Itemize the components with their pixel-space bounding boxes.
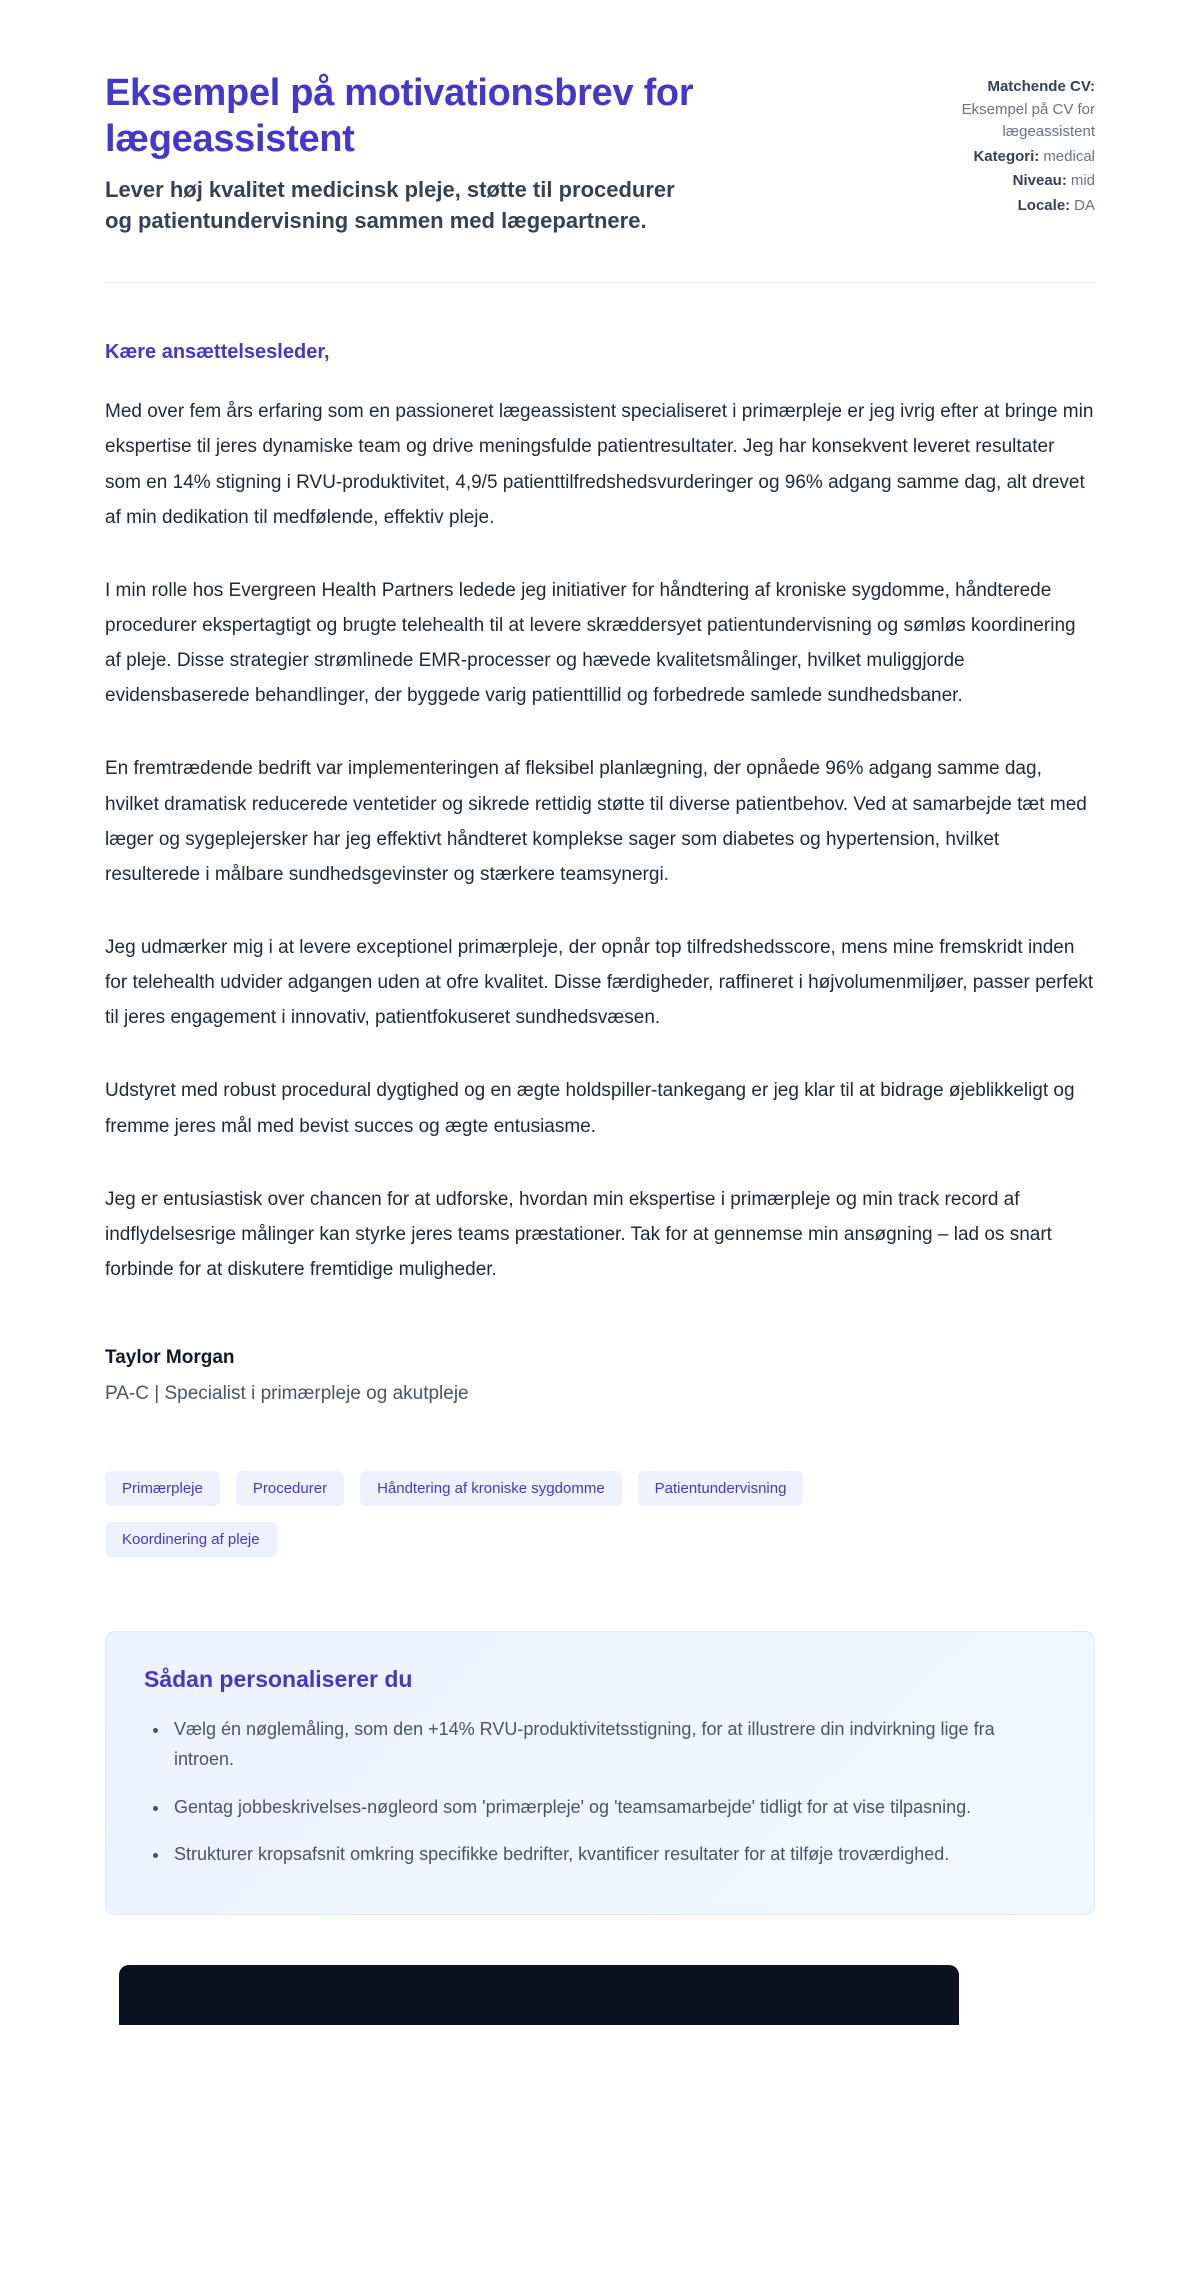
meta-locale-value: DA xyxy=(1074,196,1095,214)
letter-paragraph: Jeg er entusiastisk over chancen for at udforske, hvordan min ekspertise i primærpleje og min track record af indflydelsesrige målinger kan styrke jeres teams præstationer. Tak for at gennemse min ansøgning – lad os snart forbinde for at diskutere fremtidige muligheder. xyxy=(105,1188,1052,1280)
salutation: Kære ansættelsesleder, xyxy=(105,341,330,364)
meta-level xyxy=(880,170,1095,193)
page-subtitle: Lever høj kvalitet medicinsk pleje, støtte til procedurer og patientundervisning sammen med lægepartnere. xyxy=(105,176,675,233)
meta-locale xyxy=(880,195,1095,218)
meta-matching-cv-value: Eksempel på CV for lægeassistent xyxy=(961,100,1095,140)
callout-item-text: Gentag jobbeskrivelses-nøgleord som 'primærpleje' og 'teamsamarbejde' tidligt for at vise tilpasning. xyxy=(174,1796,972,1817)
cover-letter-body xyxy=(105,341,1095,1405)
signature-name: Taylor Morgan xyxy=(105,1347,235,1369)
content-container xyxy=(105,0,1095,2025)
meta-matching-cv-label: Matchende CV: xyxy=(987,78,1095,95)
tag-chip[interactable]: Primærpleje xyxy=(105,1471,220,1506)
meta-panel xyxy=(880,70,1095,219)
callout-list xyxy=(144,1715,1056,1870)
letter-paragraph: I min rolle hos Evergreen Health Partners ledede jeg initiativer for håndtering af kroniske sygdomme, håndterede procedurer ekspertagtigt og brugte telehealth til at levere skræddersyet patientundervisning og sømløs koordinering af pleje. Disse strategier strømlinede EMR-processer og hævede kvalitetsmålinger, hvilket muliggjorde evidensbaserede behandlinger, der byggede varig patienttillid og forbedrede samlede sundhedsbaner. xyxy=(105,579,1076,707)
callout-item-text: Vælg én nøglemåling, som den +14% RVU-produktivitetsstigning, for at illustrere din indvirkning lige fra introen. xyxy=(174,1719,995,1769)
tag-chip[interactable]: Patientundervisning xyxy=(638,1471,804,1506)
meta-matching-cv xyxy=(880,76,1095,144)
callout-item-text: Strukturer kropsafsnit omkring specifikke bedrifter, kvantificer resultater for at tilføje troværdighed. xyxy=(174,1844,950,1865)
letter-paragraph: Udstyret med robust procedural dygtighed og en ægte holdspiller-tankegang er jeg klar til at bidrage øjeblikkeligt og fremme jeres mål med bevist succes og ægte entusiasme. xyxy=(105,1080,1075,1137)
letter-paragraph: Jeg udmærker mig i at levere exceptionel primærpleje, der opnår top tilfredshedsscore, mens mine fremskridt inden for telehealth udvider adgangen uden at ofre kvalitet. Disse færdigheder, raffineret i højvolumenmiljøer, passer perfekt til jeres engagement i innovativ, patientfokuseret sundhedsvæsen. xyxy=(105,937,1094,1029)
meta-category-value: medical xyxy=(1043,147,1095,165)
callout-title: Sådan personaliserer du xyxy=(144,1666,413,1693)
header-title-block xyxy=(105,70,795,236)
meta-level-label: Niveau: xyxy=(1012,172,1067,189)
tag-chip[interactable]: Koordinering af pleje xyxy=(105,1522,277,1557)
callout-item xyxy=(170,1840,1056,1870)
personalization-callout xyxy=(105,1631,1095,1915)
tag-list xyxy=(105,1471,985,1557)
tag-chip[interactable]: Procedurer xyxy=(236,1471,344,1506)
page-title: Eksempel på motivationsbrev for lægeassistent xyxy=(105,72,694,161)
tag-chip[interactable]: Håndtering af kroniske sygdomme xyxy=(360,1471,622,1506)
meta-category xyxy=(880,146,1095,169)
meta-category-label: Kategori: xyxy=(973,147,1040,165)
header xyxy=(105,70,1095,236)
header-divider xyxy=(105,282,1095,283)
signature-title: PA-C | Specialist i primærpleje og akutpleje xyxy=(105,1383,469,1405)
letter-paragraph: Med over fem års erfaring som en passioneret lægeassistent specialiseret i primærpleje er jeg ivrig efter at bringe min ekspertise til jeres dynamiske team og drive meningsfulde patientresultater. Jeg har konsekvent leveret resultater som en 14% stigning i RVU-produktivitet, 4,9/5 patienttilfredshedsvurderinger og 96% adgang samme dag, alt drevet af min dedikation til medfølende, effektiv pleje. xyxy=(105,401,1094,528)
meta-level-value: mid xyxy=(1070,172,1095,189)
callout-item xyxy=(170,1715,1056,1774)
footer-section-partial xyxy=(119,1965,959,2025)
meta-locale-label: Locale: xyxy=(1017,196,1071,214)
callout-item xyxy=(170,1793,1056,1823)
letter-paragraph: En fremtrædende bedrift var implementeringen af fleksibel planlægning, der opnåede 96% adgang samme dag, hvilket dramatisk reducerede ventetider og sikrede rettidig støtte til diverse patientbehov. Ved at samarbejde tæt med læger og sygeplejersker har jeg effektivt håndteret komplekse sager som diabetes og hypertension, hvilket resulterede i målbare sundhedsgevinster og stærkere teamsynergi. xyxy=(105,758,1087,885)
